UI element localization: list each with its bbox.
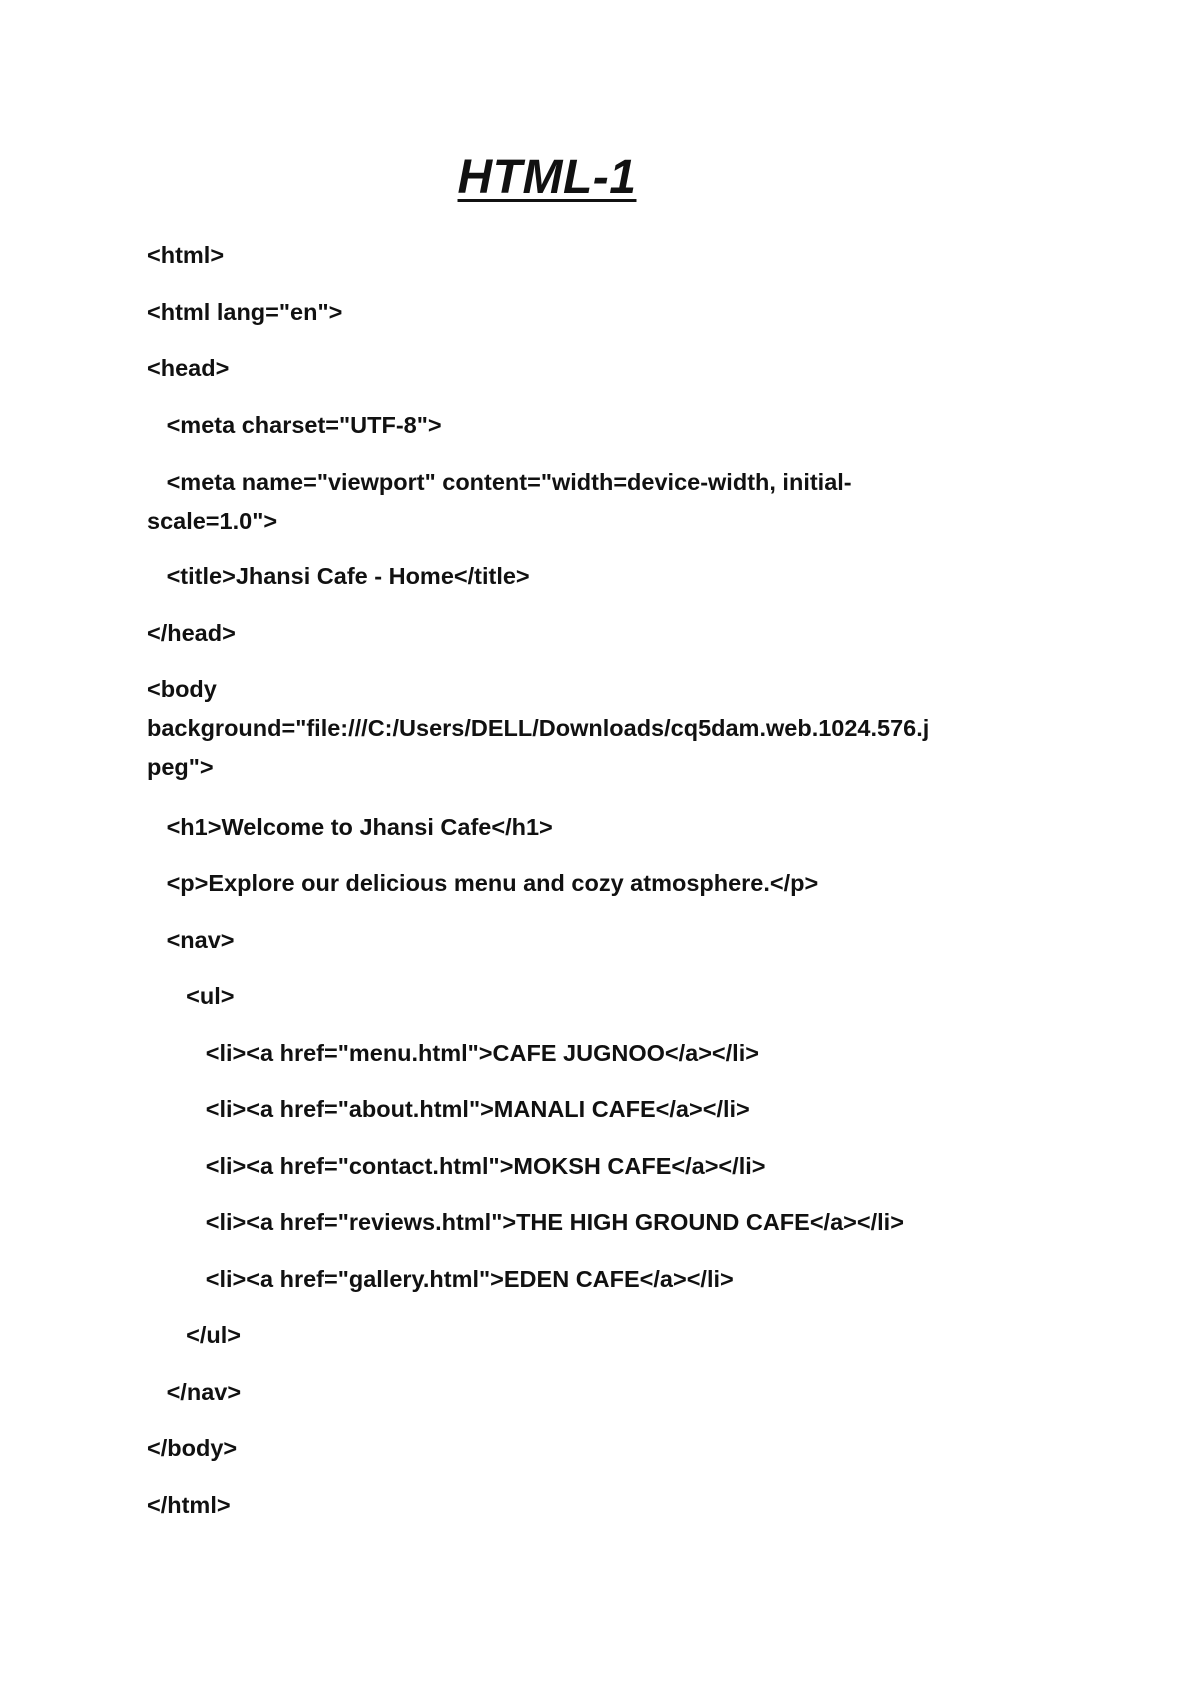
- code-line: <h1>Welcome to Jhansi Cafe</h1>: [147, 814, 553, 840]
- code-line: <html lang="en">: [147, 299, 343, 325]
- code-line: <body background="file:///C:/Users/DELL/Downloads/cq5dam.web.1024.576.j peg">: [147, 676, 930, 780]
- code-line: <ul>: [147, 983, 235, 1009]
- code-line: <li><a href="menu.html">CAFE JUGNOO</a></li>: [147, 1040, 759, 1066]
- code-line: <meta name="viewport" content="width=device-width, initial- scale=1.0">: [147, 469, 852, 534]
- code-line: <html>: [147, 242, 225, 268]
- code-line: <li><a href="reviews.html">THE HIGH GROUND CAFE</a></li>: [147, 1209, 904, 1235]
- document-title: HTML-1: [457, 151, 637, 204]
- code-line: </nav>: [147, 1379, 242, 1405]
- code-line: <nav>: [147, 927, 235, 953]
- code-line: <li><a href="contact.html">MOKSH CAFE</a></li>: [147, 1153, 766, 1179]
- code-line: </head>: [147, 620, 236, 646]
- code-line: <p>Explore our delicious menu and cozy atmosphere.</p>: [147, 870, 819, 896]
- code-line: <head>: [147, 355, 230, 381]
- code-line: <li><a href="gallery.html">EDEN CAFE</a></li>: [147, 1266, 734, 1292]
- code-line: </ul>: [147, 1322, 242, 1348]
- code-line: <meta charset="UTF-8">: [147, 412, 442, 438]
- code-line: <title>Jhansi Cafe - Home</title>: [147, 563, 530, 589]
- code-line: </body>: [147, 1435, 238, 1461]
- code-line: </html>: [147, 1492, 231, 1518]
- code-line: <li><a href="about.html">MANALI CAFE</a></li>: [147, 1096, 750, 1122]
